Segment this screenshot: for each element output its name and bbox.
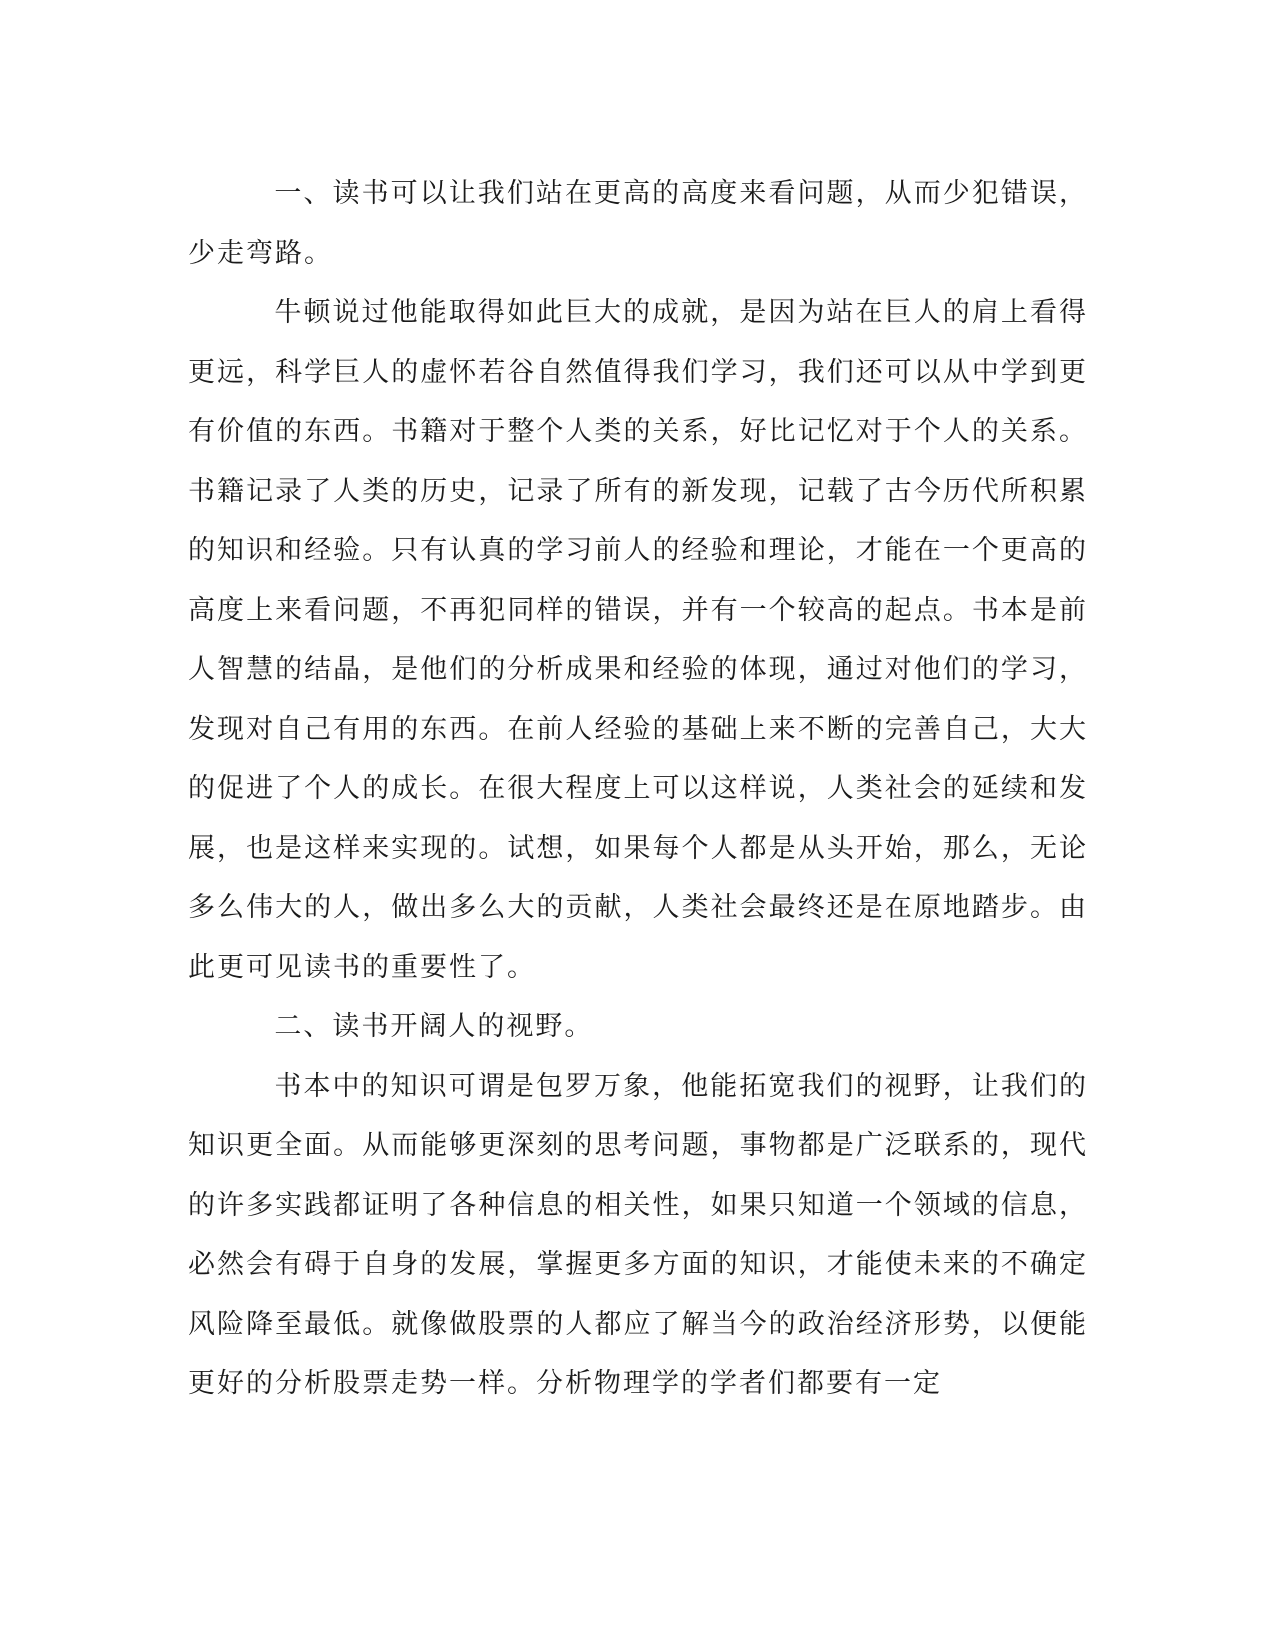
document-body — [188, 164, 1088, 1414]
section-heading-1: 一、读书可以让我们站在更高的高度来看问题，从而少犯错误，少走弯路。 — [188, 178, 1088, 269]
body-paragraph-2: 书本中的知识可谓是包罗万象，他能拓宽我们的视野，让我们的知识更全面。从而能够更深刻的思考问题，事物都是广泛联系的，现代的许多实践都证明了各种信息的相关性，如果只知道一个领域的信息，必然会有碍于自身的发展，掌握更多方面的知识，才能使未来的不确定风险降至最低。就像做股票的人都应了解当今的政治经济形势，以便能更好的分析股票走势一样。分析物理学的学者们都要有一定 — [188, 1070, 1088, 1399]
body-paragraph-1: 牛顿说过他能取得如此巨大的成就，是因为站在巨人的肩上看得更远，科学巨人的虚怀若谷自然值得我们学习，我们还可以从中学到更有价值的东西。书籍对于整个人类的关系，好比记忆对于个人的关系。书籍记录了人类的历史，记录了所有的新发现，记载了古今历代所积累的知识和经验。只有认真的学习前人的经验和理论，才能在一个更高的高度上来看问题，不再犯同样的错误，并有一个较高的起点。书本是前人智慧的结晶，是他们的分析成果和经验的体现，通过对他们的学习，发现对自己有用的东西。在前人经验的基础上来不断的完善自己，大大的促进了个人的成长。在很大程度上可以这样说，人类社会的延续和发展，也是这样来实现的。试想，如果每个人都是从头开始，那么，无论多么伟大的人，做出多么大的贡献，人类社会最终还是在原地踏步。由此更可见读书的重要性了。 — [188, 297, 1088, 983]
section-heading-2: 二、读书开阔人的视野。 — [274, 1011, 594, 1042]
